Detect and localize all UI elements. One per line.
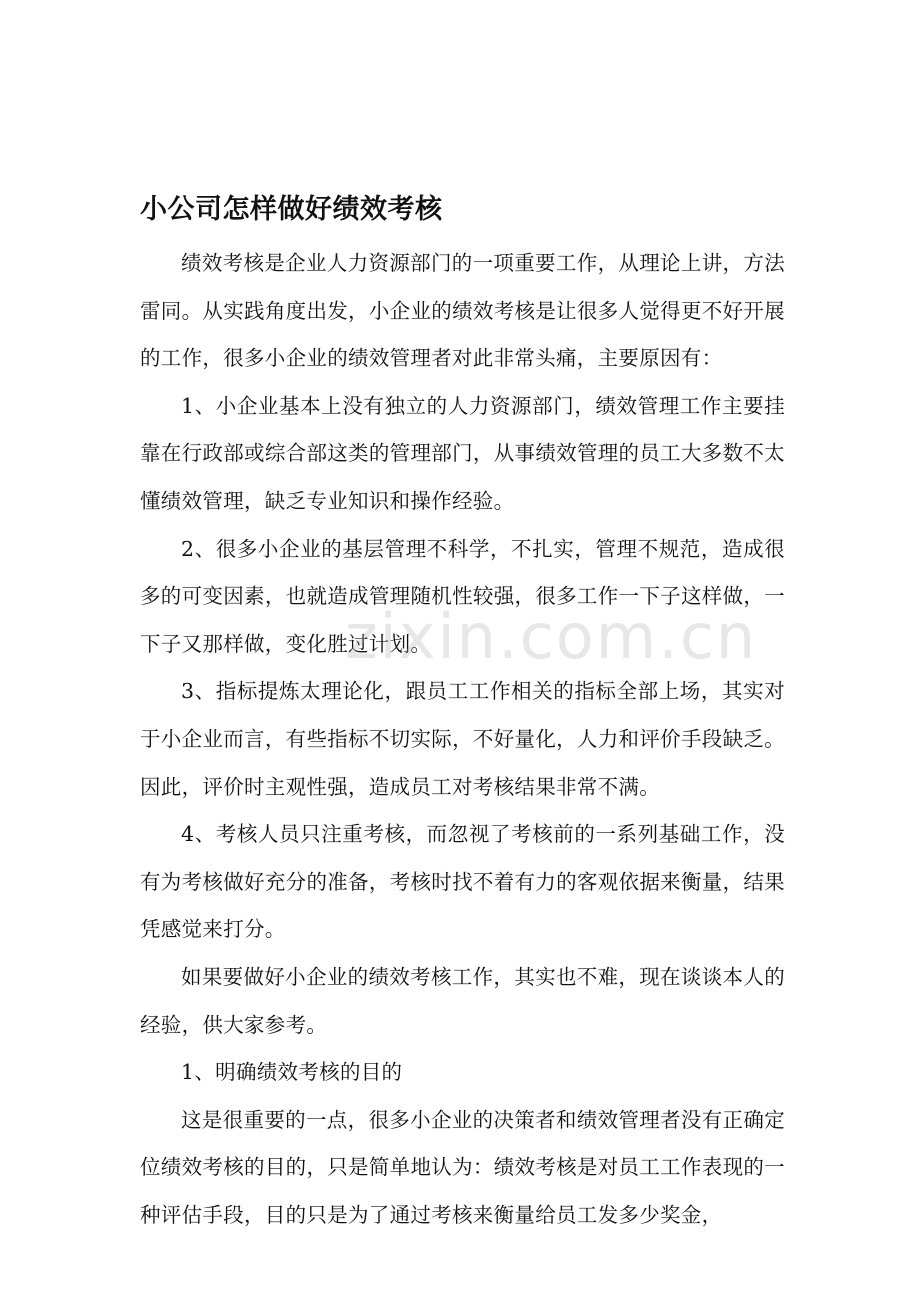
paragraph-reason-2: 2、很多小企业的基层管理不科学，不扎实，管理不规范，造成很多的可变因素，也就造成管理随机性较强，很多工作一下子这样做，一下子又那样做，变化胜过计划。 [140,536,785,656]
paragraph-intro: 绩效考核是企业人力资源部门的一项重要工作，从理论上讲，方法雷同。从实践角度出发，小企业的绩效考核是让很多人觉得更不好开展的工作，很多小企业的绩效管理者对此非常头痛，主要原因有： [140,251,785,371]
paragraph-transition: 如果要做好小企业的绩效考核工作，其实也不难，现在谈谈本人的经验，供大家参考。 [140,964,785,1037]
document-body [140,190,785,1239]
watermark: zixin.com.cn [345,600,758,673]
paragraph-reason-1: 1、小企业基本上没有独立的人力资源部门，绩效管理工作主要挂靠在行政部或综合部这类的管理部门，从事绩效管理的员工大多数不太懂绩效管理，缺乏专业知识和操作经验。 [140,393,785,513]
document-title: 小公司怎样做好绩效考核 [140,194,443,225]
section-heading-1: 1、明确绩效考核的目的 [181,1060,403,1085]
paragraph-section-1: 这是很重要的一点，很多小企业的决策者和绩效管理者没有正确定位绩效考核的目的，只是简单地认为：绩效考核是对员工工作表现的一种评估手段，目的只是为了通过考核来衡量给员工发多少奖金， [140,1107,785,1227]
paragraph-reason-4: 4、考核人员只注重考核，而忽视了考核前的一系列基础工作，没有为考核做好充分的准备，考核时找不着有力的客观依据来衡量，结果凭感觉来打分。 [140,822,785,942]
paragraph-reason-3: 3、指标提炼太理论化，跟员工工作相关的指标全部上场，其实对于小企业而言，有些指标不切实际，不好量化，人力和评价手段缺乏。因此，评价时主观性强，造成员工对考核结果非常不满。 [140,679,785,799]
